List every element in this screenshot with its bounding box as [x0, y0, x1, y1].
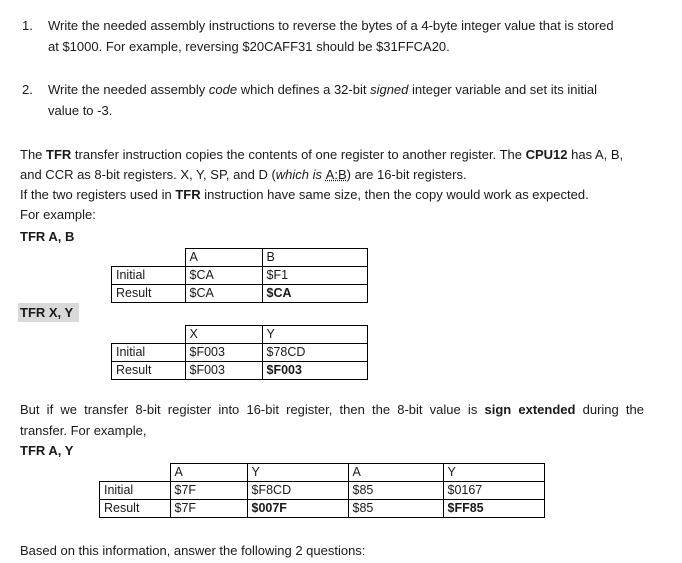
- question-1-line2: at $1000. For example, reversing $20CAFF31 should be $31FFCA20.: [48, 39, 450, 54]
- table-header: B: [262, 249, 367, 267]
- row-label: Initial: [100, 482, 171, 500]
- row-label: Result: [100, 500, 171, 518]
- table-cell: $CA: [185, 285, 262, 303]
- question-1-line1: Write the needed assembly instructions to reverse the bytes of a 4-byte integer value that is stored: [48, 18, 614, 33]
- example-1-table: [111, 248, 368, 303]
- table-cell: $CA: [185, 267, 262, 285]
- intro-line-2: and CCR as 8-bit registers. X, Y, SP, and D (which is A:B) are 16-bit registers.: [20, 167, 467, 182]
- example-3-title: TFR A, Y: [20, 443, 74, 458]
- example-2-title: TFR X, Y: [18, 305, 79, 320]
- row-label: Result: [112, 285, 186, 303]
- sign-ext-line-1: But if we transfer 8-bit register into 16-bit register, then the 8-bit value is sign extended during the: [20, 402, 644, 417]
- table-header: A: [185, 249, 262, 267]
- row-label: Initial: [112, 267, 186, 285]
- table-cell: $85: [348, 482, 443, 500]
- table-cell: $F003: [262, 362, 367, 380]
- table-header: A: [170, 464, 247, 482]
- table-cell: $F003: [185, 362, 262, 380]
- table-header: Y: [443, 464, 544, 482]
- question-2-line1: Write the needed assembly code which defines a 32-bit signed integer variable and set its initial: [48, 82, 597, 97]
- example-3-table: [99, 463, 545, 518]
- table-cell: $F8CD: [247, 482, 348, 500]
- intro-line-1: The TFR transfer instruction copies the contents of one register to another register. The CPU12 has A, B,: [20, 147, 624, 162]
- table-cell: $F1: [262, 267, 367, 285]
- table-cell: $85: [348, 500, 443, 518]
- example-2-table: [111, 325, 368, 380]
- example-1-title: TFR A, B: [20, 229, 75, 244]
- row-label: Initial: [112, 344, 186, 362]
- intro-line-4: For example:: [20, 207, 96, 222]
- table-header: Y: [247, 464, 348, 482]
- row-label: Result: [112, 362, 186, 380]
- table-cell: $CA: [262, 285, 367, 303]
- table-cell: $FF85: [443, 500, 544, 518]
- table-cell: $007F: [247, 500, 348, 518]
- sign-ext-line-2: transfer. For example,: [20, 423, 147, 438]
- question-1-number: 1.: [22, 18, 33, 33]
- table-cell: $7F: [170, 500, 247, 518]
- table-cell: $F003: [185, 344, 262, 362]
- question-2-line2: value to -3.: [48, 103, 113, 118]
- table-header: Y: [262, 326, 367, 344]
- table-cell: $0167: [443, 482, 544, 500]
- table-header: A: [348, 464, 443, 482]
- question-2-number: 2.: [22, 82, 33, 97]
- table-cell: $7F: [170, 482, 247, 500]
- table-header: X: [185, 326, 262, 344]
- footer-text: Based on this information, answer the following 2 questions:: [20, 543, 366, 558]
- table-cell: $78CD: [262, 344, 367, 362]
- intro-line-3: If the two registers used in TFR instruction have same size, then the copy would work as expected.: [20, 187, 589, 202]
